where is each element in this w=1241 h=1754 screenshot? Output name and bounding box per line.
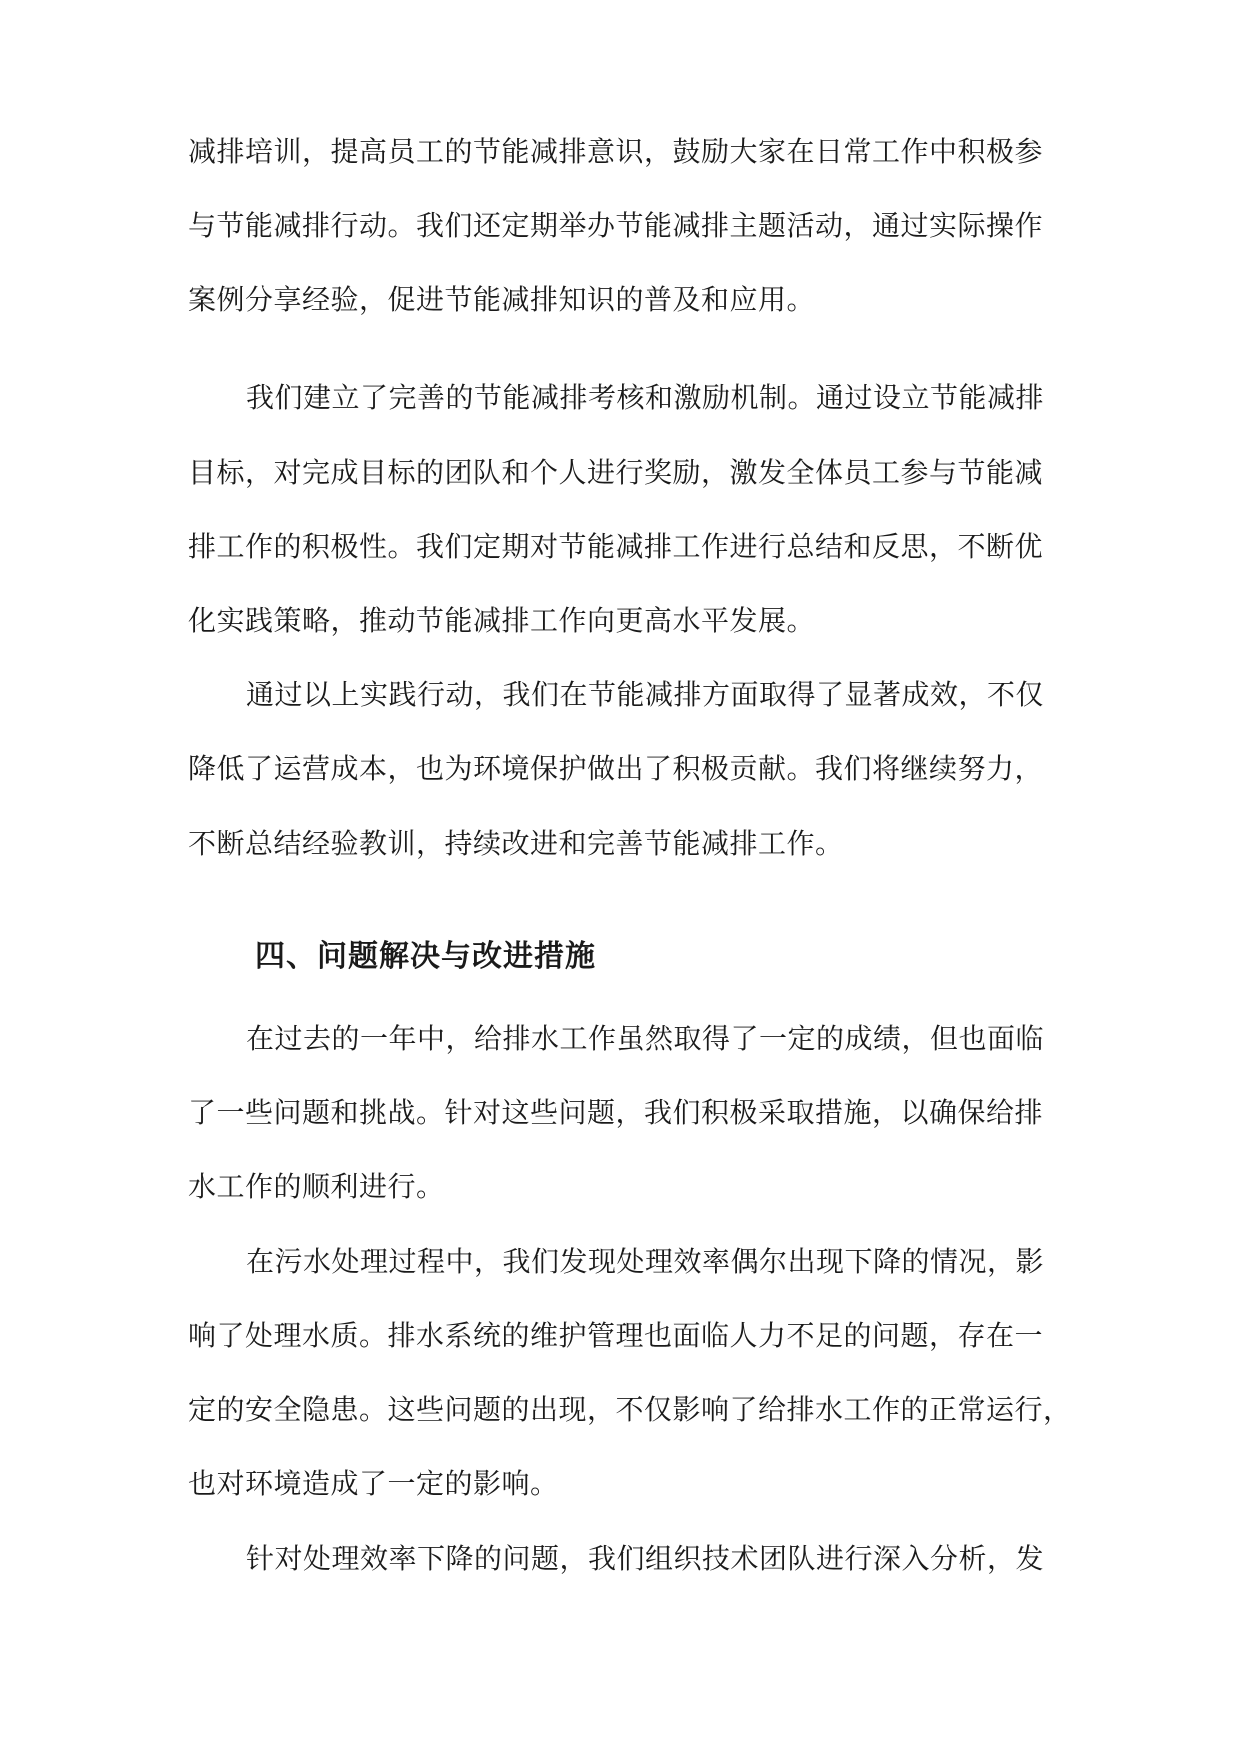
paragraph-line: 水工作的顺利进行。 (188, 1170, 445, 1203)
paragraph-line: 定的安全隐患。这些问题的出现，不仅影响了给排水工作的正常运行， (188, 1393, 1072, 1426)
section-heading: 四、问题解决与改进措施 (255, 939, 596, 974)
paragraph-line: 案例分享经验，促进节能减排知识的普及和应用。 (188, 283, 816, 316)
paragraph-line: 我们建立了完善的节能减排考核和激励机制。通过设立节能减排 (246, 381, 1045, 414)
paragraph-line: 排工作的积极性。我们定期对节能减排工作进行总结和反思，不断优 (188, 530, 1044, 563)
paragraph-line: 目标，对完成目标的团队和个人进行奖励，激发全体员工参与节能减 (188, 456, 1044, 489)
paragraph-line: 在过去的一年中，给排水工作虽然取得了一定的成绩，但也面临 (246, 1022, 1045, 1055)
paragraph-line: 在污水处理过程中，我们发现处理效率偶尔出现下降的情况，影 (246, 1245, 1045, 1278)
paragraph-line: 通过以上实践行动，我们在节能减排方面取得了显著成效，不仅 (246, 678, 1045, 711)
paragraph-line: 响了处理水质。排水系统的维护管理也面临人力不足的问题，存在一 (188, 1319, 1044, 1352)
paragraph-line: 降低了运营成本，也为环境保护做出了积极贡献。我们将继续努力， (188, 752, 1044, 785)
paragraph-line: 了一些问题和挑战。针对这些问题，我们积极采取措施，以确保给排 (188, 1096, 1044, 1129)
paragraph-line: 减排培训，提高员工的节能减排意识，鼓励大家在日常工作中积极参 (188, 135, 1044, 168)
paragraph-line: 与节能减排行动。我们还定期举办节能减排主题活动，通过实际操作 (188, 209, 1044, 242)
paragraph-line: 针对处理效率下降的问题，我们组织技术团队进行深入分析，发 (246, 1542, 1045, 1575)
paragraph-line: 不断总结经验教训，持续改进和完善节能减排工作。 (188, 827, 844, 860)
paragraph-line: 也对环境造成了一定的影响。 (188, 1467, 559, 1500)
paragraph-line: 化实践策略，推动节能减排工作向更高水平发展。 (188, 604, 816, 637)
